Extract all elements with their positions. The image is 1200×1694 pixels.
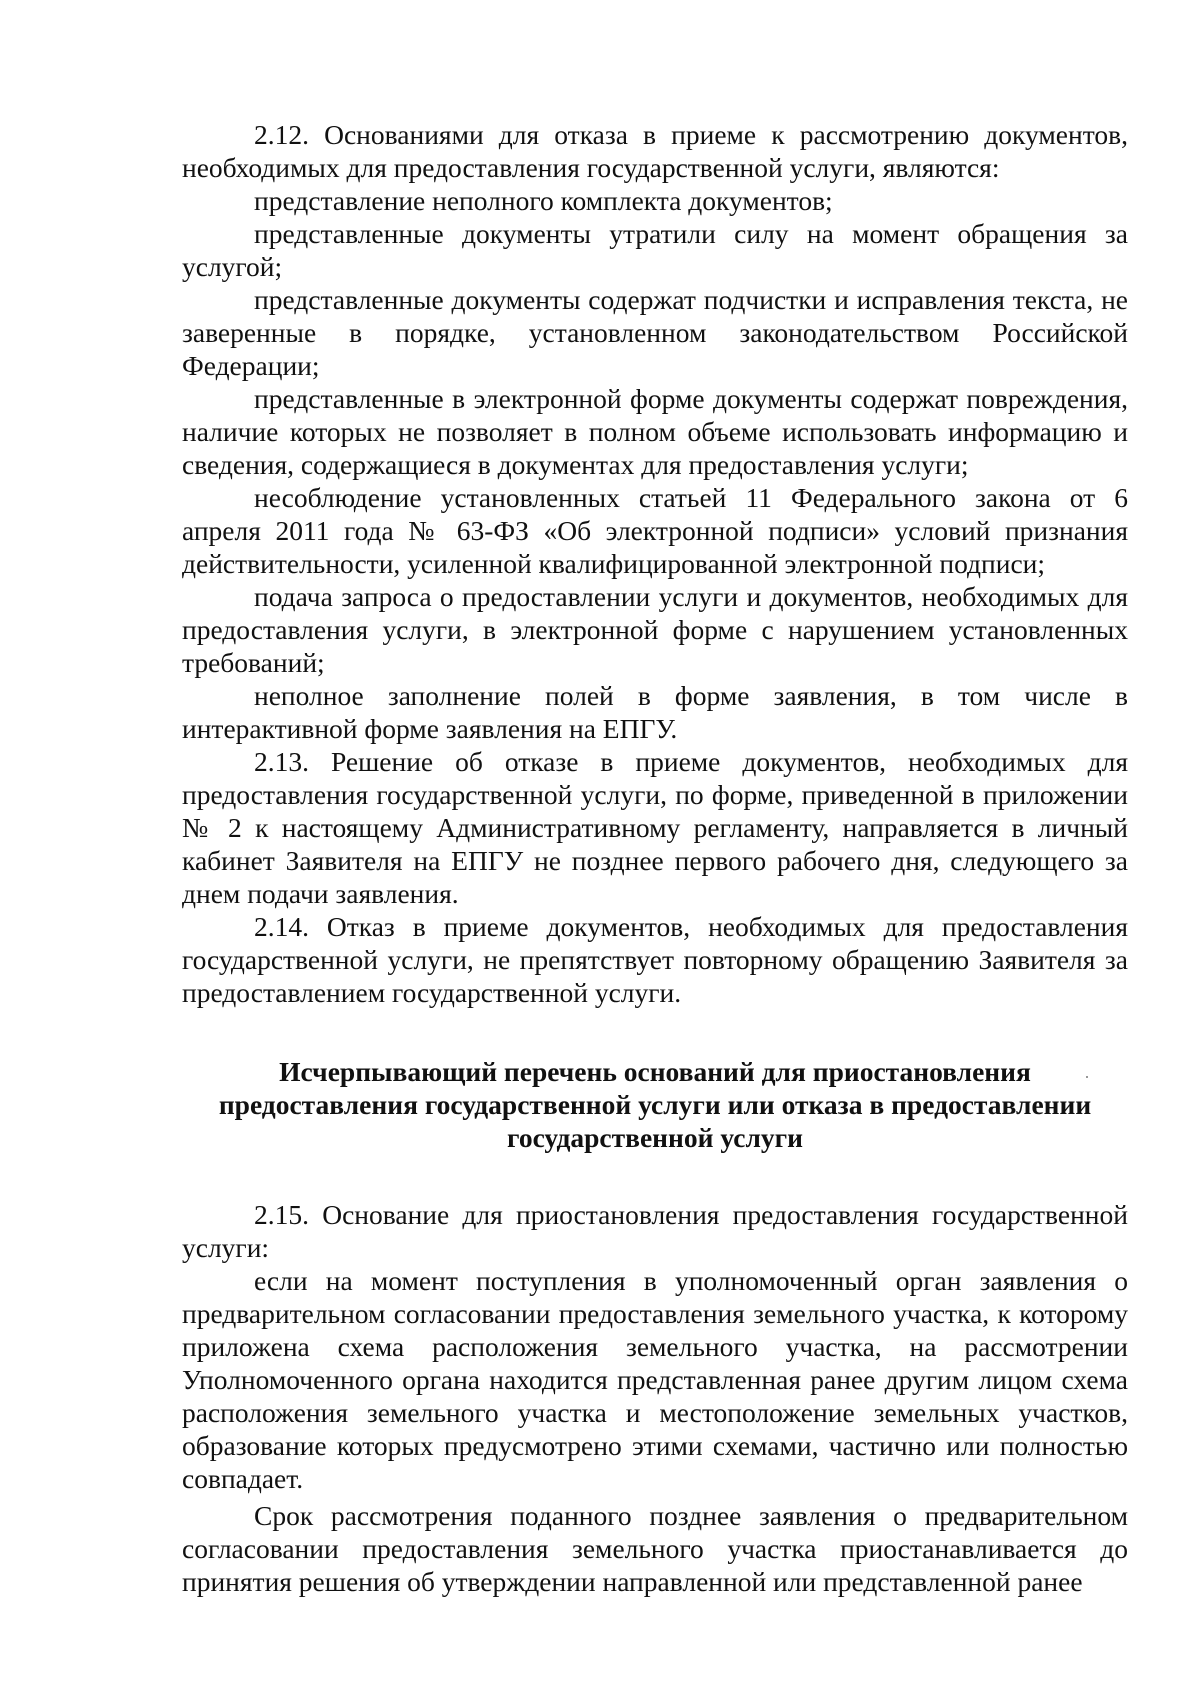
list-item-erasures-corrections: представленные документы содержат подчистки и исправления текста, не заверенные в порядке, установленном законодательством Российской Федерации;: [182, 284, 1128, 381]
section-heading: [182, 1055, 1128, 1154]
list-item-incomplete-set: представление неполного комплекта документов;: [254, 185, 833, 216]
paragraph-2-15: 2.15. Основание для приостановления предоставления государственной услуги:: [182, 1199, 1128, 1263]
paragraph-2-14: 2.14. Отказ в приеме документов, необходимых для предоставления государственной услуги, не препятствует повторному обращению Заявителя за предоставлением государственной услуги.: [182, 911, 1128, 1008]
paragraph-2-13: 2.13. Решение об отказе в приеме документов, необходимых для предоставления государственной услуги, по форме, приведенной в приложении № 2 к настоящему Административному регламенту, направляется в личный кабинет Заявителя на ЕПГУ не позднее первого рабочего дня, следующего за днем подачи заявления.: [182, 746, 1128, 909]
section-heading-line-1: Исчерпывающий перечень оснований для приостановления: [279, 1056, 1031, 1087]
paragraph-2-12: 2.12. Основаниями для отказа в приеме к рассмотрению документов, необходимых для предоставления государственной услуги, являются:: [182, 119, 1128, 183]
paragraph-review-period: Срок рассмотрения поданного позднее заявления о предварительном согласовании предоставления земельного участка приостанавливается до принятия решения об утверждении направленной или представленной ранее: [182, 1500, 1128, 1597]
section-heading-line-3: государственной услуги: [507, 1122, 803, 1153]
paragraph-suspension-condition: если на момент поступления в уполномоченный орган заявления о предварительном согласовании предоставления земельного участка, к которому приложена схема расположения земельного участка, на рассмотрении Уполномоченного органа находится представленная ранее другим лицом схема расположения земельного участка и местоположение земельных участков, образование которых предусмотрено этими схемами, частично или полностью совпадает.: [182, 1265, 1128, 1494]
scan-speck: [1086, 1076, 1088, 1078]
list-item-incomplete-form-fields: неполное заполнение полей в форме заявления, в том числе в интерактивной форме заявления на ЕПГУ.: [182, 680, 1128, 744]
document-body: [182, 118, 1128, 1598]
list-item-electronic-signature-noncompliance: несоблюдение установленных статьей 11 Федерального закона от 6 апреля 2011 года № 63-ФЗ «Об электронной подписи» условий признания действительности, усиленной квалифицированной электронной подписи;: [182, 482, 1128, 579]
list-item-damaged-electronic-documents: представленные в электронной форме документы содержат повреждения, наличие которых не позволяет в полном объеме использовать информацию и сведения, содержащиеся в документах для предоставления услуги;: [182, 383, 1128, 480]
section-heading-line-2: предоставления государственной услуги или отказа в предоставлении: [218, 1089, 1092, 1120]
list-item-expired-documents: представленные документы утратили силу на момент обращения за услугой;: [182, 218, 1128, 282]
list-item-request-violation: подача запроса о предоставлении услуги и документов, необходимых для предоставления услуги, в электронной форме с нарушением установленных требований;: [182, 581, 1128, 678]
